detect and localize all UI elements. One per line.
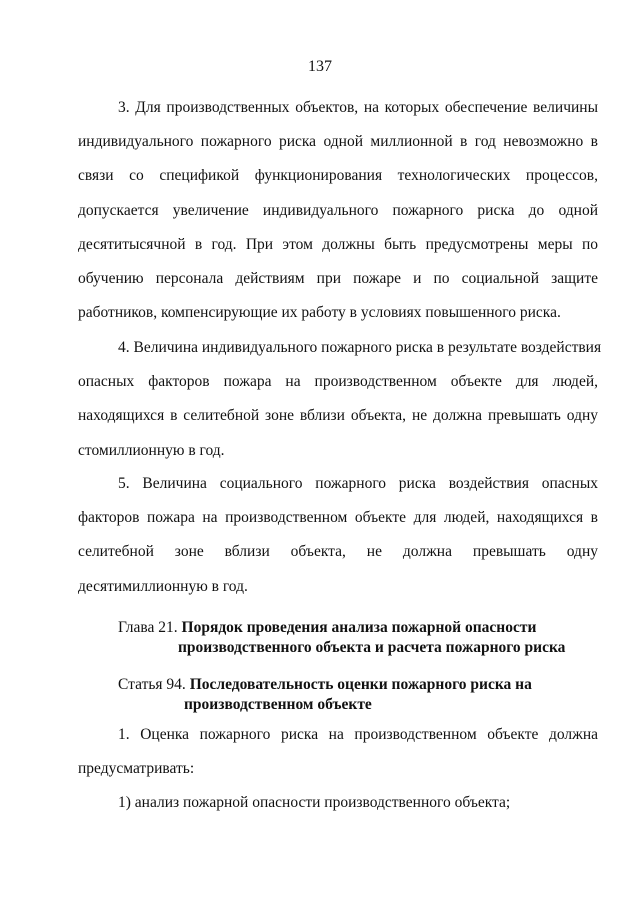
chapter-heading — [118, 618, 618, 658]
article-title-continued: производственном объекте — [184, 696, 372, 713]
chapter-title-continued: производственного объекта и расчета пожарного риска — [178, 639, 566, 656]
article-paragraph-1 — [78, 718, 598, 786]
list-item-text: 1) анализ пожарной опасности производственного объекта; — [118, 794, 511, 811]
paragraph-line: факторов пожара на производственном объекте для людей, находящихся в — [78, 509, 598, 527]
paragraph-line: 4. Величина индивидуального пожарного риска в результате воздействия — [118, 339, 602, 356]
paragraph-line: 5. Величина социального пожарного риска воздействия опасных — [118, 475, 598, 492]
paragraph-line: селитебной зоне вблизи объекта, не должна превышать одну — [78, 543, 598, 561]
list-item-1 — [78, 786, 598, 820]
article-heading — [118, 675, 618, 715]
paragraph-line: стомиллионную в год. — [78, 441, 225, 459]
paragraph-4 — [78, 331, 602, 468]
paragraph-line: 3. Для производственных объектов, на которых обеспечение величины — [118, 99, 598, 116]
paragraph-line: десятимиллионную в год. — [78, 577, 248, 595]
paragraph-line: десятитысячной в год. При этом должны быть предусмотрены меры по — [78, 235, 598, 253]
paragraph-line: предусматривать: — [78, 760, 195, 778]
article-number: Статья 94. — [118, 676, 186, 693]
page-number: 137 — [308, 58, 332, 75]
paragraph-line: связи со спецификой функционирования технологических процессов, — [78, 167, 598, 185]
article-title: Последовательность оценки пожарного риска на — [189, 676, 532, 693]
paragraph-line: допускается увеличение индивидуального пожарного риска до одной — [78, 201, 598, 219]
chapter-title: Порядок проведения анализа пожарной опасности — [181, 619, 537, 636]
paragraph-line: индивидуального пожарного риска одной миллионной в год невозможно в — [78, 133, 598, 151]
paragraph-line: обучению персонала действиям при пожаре и по социальной защите — [78, 270, 598, 288]
chapter-number: Глава 21. — [118, 619, 178, 636]
paragraph-line: находящихся в селитебной зоне вблизи объекта, не должна превышать одну — [78, 407, 598, 425]
paragraph-3 — [78, 91, 598, 330]
paragraph-line: 1. Оценка пожарного риска на производственном объекте должна — [118, 726, 598, 743]
paragraph-line: опасных факторов пожара на производственном объекте для людей, — [78, 373, 598, 391]
paragraph-line: работников, компенсирующие их работу в условиях повышенного риска. — [78, 304, 561, 322]
paragraph-5 — [78, 467, 598, 604]
